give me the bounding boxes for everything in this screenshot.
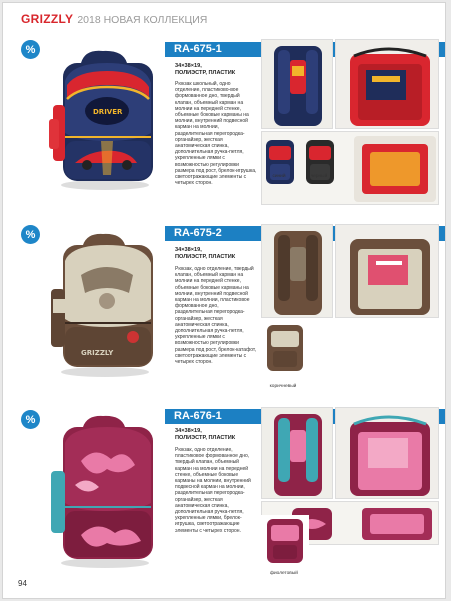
product-3-description: Рюкзак, одно отделение, пластиковое формованное дно, твердый клапан, объемный карман на молнии на передней стенке, объемные боковые карманы на молнии, внутренний подвесной карман на молнии, разделительная перегородка-органайзер, жесткая анатомическая спинка, дополнительная ручка-петля, укрепленные лямки, брелок-игрушка, светоотражающие элементы с четырех сторон. bbox=[175, 447, 251, 534]
brand-logo-text: GRIZZLY bbox=[21, 12, 74, 26]
product-3-dimensions: 34×38×19, bbox=[175, 428, 202, 434]
product-1-material: ПОЛИЭСТР, ПЛАСТИК bbox=[175, 70, 236, 76]
product-1-dimensions: 34×38×19, bbox=[175, 63, 202, 69]
product-1-interior-photo bbox=[335, 39, 439, 129]
product-photo-2 bbox=[41, 229, 165, 379]
product-code-2: RA-675-2 bbox=[165, 226, 446, 241]
product-2-interior-photo bbox=[335, 224, 439, 318]
color-label-blue: синий bbox=[272, 174, 286, 179]
page-header bbox=[21, 12, 207, 28]
color-label-black: черный bbox=[310, 174, 328, 179]
collection-title: 2018 НОВАЯ КОЛЛЕКЦИЯ bbox=[77, 14, 208, 26]
product-code-1: RA-675-1 bbox=[165, 42, 446, 57]
product-3-interior-photo bbox=[335, 407, 439, 499]
product-photo-3 bbox=[41, 411, 165, 571]
product-2-material: ПОЛИЭСТР, ПЛАСТИК bbox=[175, 254, 236, 260]
product-2-dimensions: 34×38×19, bbox=[175, 247, 202, 253]
discount-badge-2: % bbox=[21, 225, 40, 244]
product-2-back-photo bbox=[261, 224, 333, 318]
product-3-back-photo bbox=[261, 407, 333, 499]
color-label-brown: коричневый bbox=[269, 384, 297, 389]
product-2-description: Рюкзак, одно отделение, твердый клапан, объемный карман на молнии на передней стенке, объемные боковые карманы на молнии, внутренний подвесной карман на молнии, пластиковое формованное дно, разделительная перегородка-органайзер, жесткая анатомическая спинка, дополнительная ручка-петля, укрепленные лямки с возможностью регулировки размера под рост, брелок-катафот, светоотражающие элементы с четырех сторон. bbox=[175, 266, 256, 366]
bag-1-logo-text: DRIVER bbox=[93, 108, 123, 116]
product-1-description: Рюкзак школьный, одно отделение, пластиково-вое формованное дно, твердый клапан, объемный карман на молнии на передней стенке, объемные боковые карманы на молнии, внутренний подвесной карман на молнии, разделительная перегородка-органайзер, жесткая анатомическая спинка, дополнительная ручка-петля, укрепленные лямки с возможностью регулировки размера под рост, брелок-игрушка, светоотражающие элементы с четырех сторон. bbox=[175, 81, 257, 187]
product-2-color-variant bbox=[261, 321, 309, 375]
page-number: 94 bbox=[18, 579, 27, 588]
product-1-back-photo bbox=[261, 39, 333, 129]
product-3-material: ПОЛИЭСТР, ПЛАСТИК bbox=[175, 435, 236, 441]
bag-2-logo-text: GRIZZLY bbox=[81, 349, 114, 357]
catalog-page bbox=[2, 2, 446, 599]
discount-badge-3: % bbox=[21, 410, 40, 429]
color-label-purple: фиолетовый bbox=[270, 571, 298, 576]
discount-badge-1: % bbox=[21, 40, 40, 59]
product-photo-1 bbox=[41, 45, 165, 193]
product-1-color-variants bbox=[261, 131, 439, 205]
product-3-color-variant bbox=[261, 515, 309, 567]
product-code-3: RA-676-1 bbox=[165, 409, 446, 424]
